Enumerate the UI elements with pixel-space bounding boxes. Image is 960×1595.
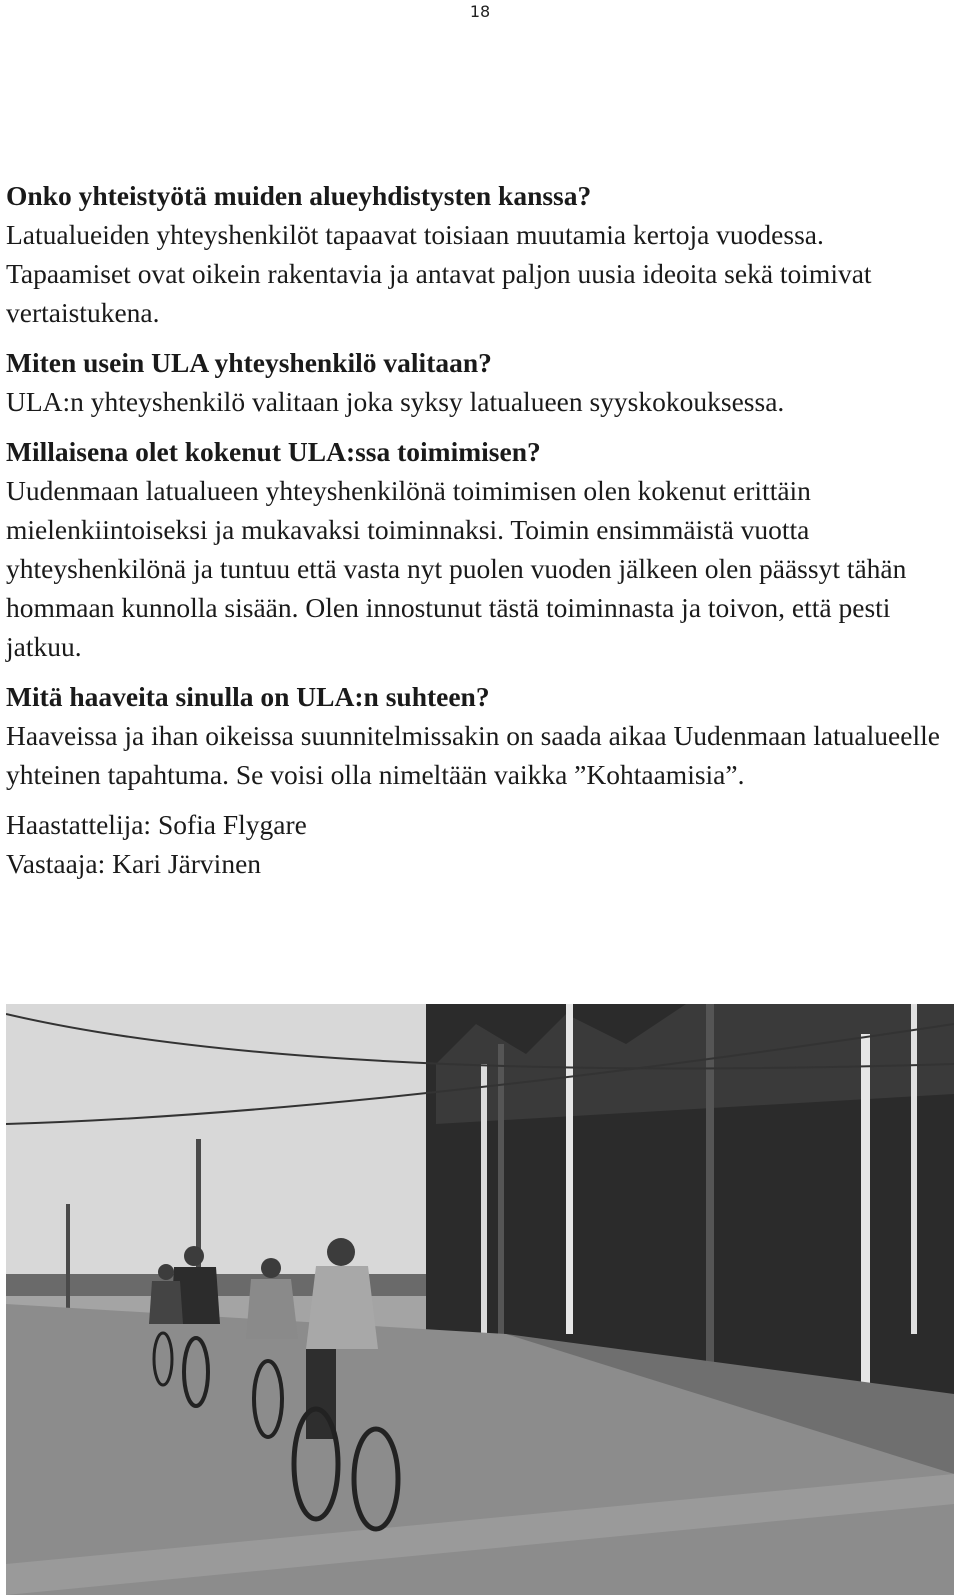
page-number: 18 [469,2,491,21]
qa-block-1 [6,176,954,332]
photo-pole-1 [706,1004,714,1404]
question-3: Millaisena olet kokenut ULA:ssa toimimisen? [6,436,541,467]
interview-text [6,176,954,883]
question-4: Mitä haaveita sinulla on ULA:n suhteen? [6,681,490,712]
cyclist-1-head [327,1238,355,1266]
cyclist-2-body [246,1279,298,1339]
qa-block-3 [6,432,954,666]
cyclist-1-body [306,1266,378,1349]
cyclists-photo-illustration [6,1004,954,1595]
respondent-credit: Vastaaja: Kari Järvinen [6,848,262,879]
question-1: Onko yhteistyötä muiden alueyhdistysten kanssa? [6,180,592,211]
answer-4: Haaveissa ja ihan oikeissa suunnitelmissakin on saada aikaa Uudenmaan latualueelle yhteinen tapahtuma. Se voisi olla nimeltään vaikka ”Kohtaamisia”. [6,720,940,790]
cyclist-4-body [149,1281,183,1324]
qa-block-4 [6,677,954,794]
photo-pole-2 [498,1044,504,1344]
cyclist-3-head [184,1246,204,1266]
question-2: Miten usein ULA yhteyshenkilö valitaan? [6,347,492,378]
answer-1: Latualueiden yhteyshenkilöt tapaavat toisiaan muutamia kertoja vuodessa. Tapaamiset ovat oikein rakentavia ja antavat paljon uusia ideoita sekä toimivat vertaistukena. [6,219,872,328]
answer-3: Uudenmaan latualueen yhteyshenkilönä toimimisen olen kokenut erittäin mielenkiintoiseksi ja mukavaksi toiminnaksi. Toimin ensimmäistä vuotta yhteyshenkilönä ja tuntuu että vasta nyt puolen vuoden jälkeen olen päässyt tähän hommaan kunnolla sisään. Olen innostunut tästä toiminnasta ja toivon, että pesti jatkuu. [6,475,907,662]
photo-birch-2 [861,1034,870,1394]
interviewer-credit: Haastattelija: Sofia Flygare [6,809,307,840]
photo-birch-3 [911,1004,917,1334]
cyclist-2-head [261,1258,281,1278]
photo-birch-4 [481,1064,487,1334]
answer-2: ULA:n yhteyshenkilö valitaan joka syksy latualueen syyskokouksessa. [6,386,785,417]
photo-pole-4 [66,1204,70,1319]
cyclists-photo [6,1004,954,1595]
cyclist-4-head [158,1264,174,1280]
qa-block-2 [6,343,954,421]
photo-birch-1 [566,1004,573,1334]
